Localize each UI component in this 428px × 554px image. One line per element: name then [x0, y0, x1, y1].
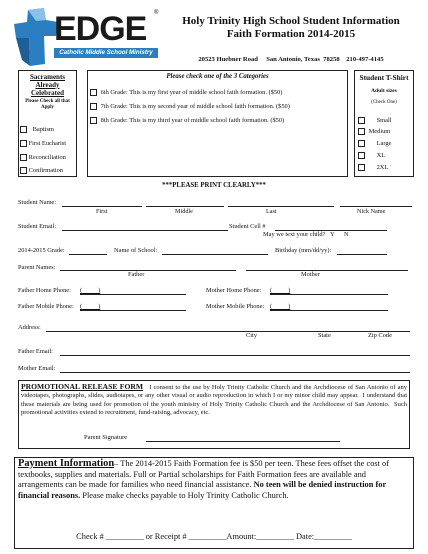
mother-email-field[interactable] — [60, 372, 410, 373]
student-cell-label: Student Cell # — [229, 223, 266, 230]
release-body: I consent to the use by Holy Trinity Catholic Church and the Archdiocese of San Antonio of any videotapes, photographs, slides, audiotapes, or any other visual or audio reproduction in which I or my minor child may appear. I understand that these materials are being used for promotion of the youth ministry of Holy Trinity Catholic Church and the Archdiocese of San Antonio. Such promotional activities extend to recruitment, fund-raising, advocacy, etc. — [21, 384, 409, 417]
parent-signature-field[interactable] — [146, 441, 340, 442]
father-email-label: Father Email: — [18, 348, 53, 355]
sacrament-item-confirmation[interactable]: Confirmation — [20, 167, 63, 174]
address-label: Address: — [18, 324, 41, 331]
title-line2: Faith Formation 2014-2015 — [226, 28, 356, 40]
city-label: City — [246, 332, 258, 339]
medium-checkbox[interactable] — [358, 128, 365, 135]
mother-home-phone-field[interactable] — [270, 294, 388, 295]
father-mobile-phone-field[interactable] — [80, 310, 186, 311]
sacraments-subtitle: Please Check all that Apply — [25, 99, 70, 110]
category-6th-grade[interactable]: 6th Grade: This is my first year of middle school faith formation. ($50) — [90, 89, 282, 96]
xl-checkbox[interactable] — [358, 152, 365, 159]
address-field[interactable] — [46, 331, 410, 332]
birthday-label: Birthday (mm/dd/yy): — [275, 247, 332, 254]
baptism-checkbox[interactable] — [20, 126, 27, 133]
father-email-field[interactable] — [60, 355, 410, 356]
school-field[interactable] — [162, 254, 268, 255]
mother-email-label: Mother Email: — [18, 365, 56, 372]
mother-home-phone-label: Mother Home Phone: — [206, 287, 262, 294]
8th-grade-checkbox[interactable] — [90, 117, 97, 124]
student-nick-name-field[interactable] — [340, 206, 412, 207]
small-checkbox[interactable] — [358, 117, 365, 124]
sacrament-item-baptism[interactable]: Baptism — [20, 126, 54, 133]
tshirt-title: Student T-Shirt — [359, 73, 409, 82]
6th-grade-checkbox[interactable] — [90, 89, 97, 96]
payment-heading: Payment Information — [18, 458, 115, 469]
father-home-area-code: ( ) — [80, 287, 101, 294]
mother-label: Mother — [301, 271, 320, 278]
payment-dash: – — [114, 459, 121, 468]
student-middle-name-field[interactable] — [146, 206, 224, 207]
middle-label: Middle — [175, 208, 193, 215]
birthday-field[interactable] — [337, 254, 387, 255]
category-7th-grade[interactable]: 7th Grade: This is my second year of middle school faith formation. ($50) — [90, 103, 290, 110]
last-label: Last — [266, 208, 277, 215]
tshirt-subtitle: Adult sizes — [371, 88, 397, 94]
mother-mobile-phone-label: Mother Mobile Phone: — [206, 303, 265, 310]
student-email-label: Student Email: — [18, 223, 57, 230]
payment-text — [18, 459, 410, 501]
tshirt-size-small[interactable]: Small — [358, 117, 392, 124]
first-eucharist-checkbox[interactable] — [20, 140, 27, 147]
father-label: Father — [128, 271, 145, 278]
tshirt-note: (Check One) — [371, 100, 397, 105]
release-text — [21, 383, 407, 418]
father-home-phone-label: Father Home Phone: — [18, 287, 71, 294]
grade-label: 2014-2015 Grade: — [18, 247, 65, 254]
parent-signature-label: Parent Signature — [84, 434, 128, 441]
tshirt-size-xl[interactable]: XL — [358, 152, 385, 159]
confirmation-checkbox[interactable] — [20, 167, 27, 174]
mother-home-area-code: ( ) — [270, 287, 291, 294]
student-last-name-field[interactable] — [228, 206, 334, 207]
edge-cross-logo-icon — [14, 8, 58, 66]
payment-body-1: The 2014-2015 Faith Formation fee is $50 per teen. These fees offset the cost of textbooks, supplies and materials. Full or Partial scholarships for Faith Formation fees are available and arrangements can be made for families who need financial assistance. — [18, 459, 390, 490]
zip-code-label: Zip Code — [368, 332, 392, 339]
grade-field[interactable] — [69, 254, 107, 255]
sacrament-item-reconciliation[interactable]: Reconciliation — [20, 154, 66, 161]
logo — [14, 8, 164, 66]
first-label: First — [96, 208, 108, 215]
logo-tagline: Catholic Middle School Ministry — [54, 48, 158, 58]
page-title — [160, 15, 422, 41]
logo-word: EDGE — [54, 10, 147, 48]
reconciliation-checkbox[interactable] — [20, 154, 27, 161]
mother-mobile-area-code: ( ) — [270, 303, 291, 310]
release-heading: PROMOTIONAL RELEASE FORM — [21, 382, 143, 391]
father-name-field[interactable] — [60, 270, 236, 271]
tshirt-size-2xl[interactable]: 2XL — [358, 164, 388, 171]
student-name-label: Student Name: — [18, 199, 57, 206]
category-8th-grade[interactable]: 8th Grade: This is my third year of middle school faith formation. ($50) — [90, 117, 284, 124]
mother-mobile-phone-field[interactable] — [270, 310, 388, 311]
sacraments-title: Sacraments Already Celebrated — [30, 73, 65, 97]
father-home-phone-field[interactable] — [80, 294, 186, 295]
text-permission-question: May we text your child? Y N — [263, 231, 349, 238]
nick-name-label: Nick Name — [357, 208, 386, 215]
header-address: 20523 Huebner Road San Antonio, Texas 78258 210-497-4145 — [198, 56, 384, 63]
payment-body-2: Please make checks payable to Holy Trinity Catholic Church. — [80, 490, 289, 500]
print-clearly-note: ***PLEASE PRINT CLEARLY*** — [162, 182, 266, 189]
payment-record-line: Check # _________ or Receipt # _________Amount:_________ Date:_________ — [76, 532, 352, 541]
2xl-checkbox[interactable] — [358, 164, 365, 171]
categories-title: Please check one of the 3 Categories — [166, 73, 269, 80]
student-email-field[interactable] — [62, 230, 228, 231]
student-first-name-field[interactable] — [62, 206, 142, 207]
sacrament-item-first-eucharist[interactable]: First Eucharist — [20, 140, 66, 147]
father-mobile-phone-label: Father Mobile Phone: — [18, 303, 74, 310]
7th-grade-checkbox[interactable] — [90, 103, 97, 110]
tshirt-size-medium[interactable]: Medium — [358, 128, 390, 135]
large-checkbox[interactable] — [358, 140, 365, 147]
mother-name-field[interactable] — [246, 270, 408, 271]
payment-no-denial: No teen will be denied instruction for financial reasons. — [18, 480, 387, 500]
title-line1: Holy Trinity High School Student Information — [182, 15, 400, 27]
father-mobile-area-code: ( ) — [80, 303, 101, 310]
parent-names-label: Parent Names: — [18, 264, 56, 271]
registered-mark: ® — [154, 10, 159, 16]
tshirt-size-large[interactable]: Large — [358, 140, 391, 147]
school-label: Name of School: — [114, 247, 158, 254]
state-label: State — [318, 332, 331, 339]
